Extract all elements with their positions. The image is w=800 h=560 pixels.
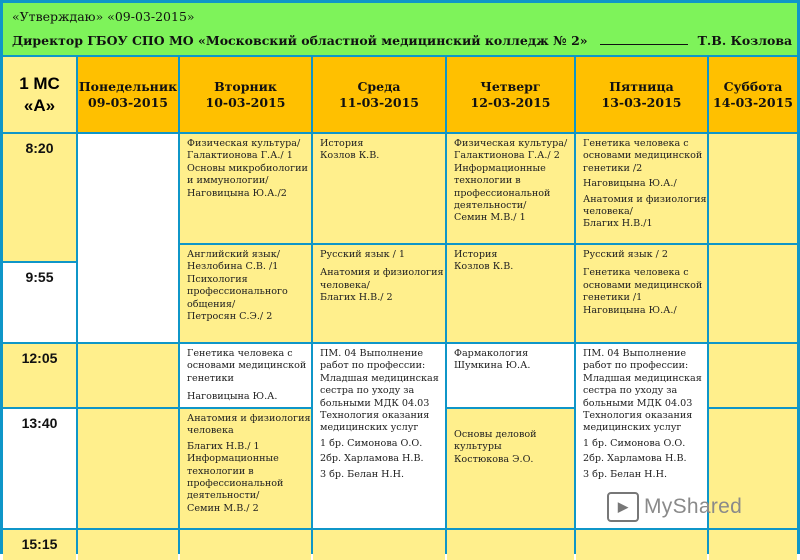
approval-header (3, 3, 797, 55)
lesson-cell-empty (709, 344, 797, 407)
lesson-line: основами медицинской (583, 150, 703, 162)
lesson-cell-tue-1 (180, 134, 311, 243)
signer-name: Т.В. Козлова (697, 33, 793, 48)
lesson-line: Английский язык/ (187, 249, 280, 260)
lesson-line: Благих Н.В./ 2 (320, 292, 393, 304)
lesson-line: работ по профессии: (583, 360, 689, 372)
lesson-line: Анатомия и физиология (583, 193, 707, 205)
lesson-line: человека (187, 425, 234, 437)
lesson-cell-tue-2 (180, 245, 311, 342)
lesson-line: человека/ (320, 279, 370, 291)
lesson-line: Русский язык / 2 (583, 249, 669, 260)
lesson-cell-empty (709, 134, 797, 243)
lesson-line: Костюкова Э.О. (454, 453, 534, 465)
lesson-line: культуры (454, 441, 502, 453)
lesson-line: и иммунологии/ (187, 175, 269, 187)
lesson-line: профессиональной (187, 478, 284, 490)
lesson-line: Галактионова Г.А./ 2 (454, 150, 560, 162)
director-text: Директор ГБОУ СПО МО «Московский областной медицинский колледж № 2» (12, 33, 588, 48)
lesson-line: Младшая медицинская (320, 372, 439, 384)
lesson-cell-tue-4 (180, 409, 311, 528)
lesson-line: Фармакология (454, 348, 529, 359)
lesson-line: Физическая культура/ (187, 138, 301, 149)
lesson-line: Генетика человека с (583, 138, 689, 149)
day-header-monday (78, 57, 178, 132)
lesson-line: основами медицинской (583, 279, 703, 291)
lesson-line: Галактионова Г.А./ 1 (187, 150, 293, 162)
lesson-cell-thu-3 (447, 344, 574, 407)
lesson-line: Генетика человека с (583, 267, 689, 279)
day-date: 09-03-2015 (88, 94, 168, 110)
lesson-line: сестра по уходу за (320, 385, 415, 397)
lesson-cell-fri-1 (576, 134, 707, 243)
lesson-line: профессионального (187, 286, 288, 298)
lesson-line: генетики /2 (583, 162, 643, 174)
lesson-cell-empty (709, 245, 797, 342)
day-header-thursday (447, 57, 574, 132)
lesson-cell-wed-1 (313, 134, 445, 243)
lesson-line: генетики (187, 372, 234, 384)
lesson-line: Семин М.В./ 2 (187, 502, 259, 514)
lesson-line: История (320, 138, 364, 149)
lesson-line: Анатомия и физиология (187, 413, 311, 424)
lesson-line: медицинских услуг (583, 422, 682, 434)
play-icon: ▶ (607, 492, 639, 522)
signature-blank (600, 34, 688, 45)
day-name: Четверг (480, 78, 541, 94)
lesson-line: 1 бр. Симонова О.О. (320, 437, 423, 449)
lesson-cell-wed-3 (313, 344, 445, 528)
lesson-line: Козлов К.В. (454, 261, 514, 273)
day-header-wednesday (313, 57, 445, 132)
lesson-line: Незлобина С.В. /1 (187, 261, 279, 273)
lesson-line: ПМ. 04 Выполнение (320, 348, 424, 359)
lesson-cell-empty (576, 530, 707, 560)
lesson-line: Технология оказания (320, 410, 430, 422)
lesson-line: Информационные (187, 453, 279, 465)
day-date: 11-03-2015 (339, 94, 419, 110)
lesson-line: Русский язык / 1 (320, 249, 406, 260)
lesson-line: Технология оказания (583, 410, 693, 422)
day-date: 13-03-2015 (601, 94, 682, 110)
time-slot: 12:05 (3, 344, 76, 407)
lesson-line: История (454, 249, 498, 260)
lesson-line: Основы микробиологии (187, 162, 308, 174)
lesson-line: 3 бр. Белан Н.Н. (583, 468, 667, 480)
lesson-cell-thu-1 (447, 134, 574, 243)
approval-line: «Утверждаю» «09-03-2015» (12, 9, 195, 24)
lesson-line: Шумкина Ю.А. (454, 360, 531, 372)
lesson-line: больными МДК 04.03 (583, 397, 693, 409)
director-line (12, 33, 792, 48)
lesson-line: Наговицына Ю.А./2 (187, 187, 287, 199)
lesson-line: 2бр. Харламова Н.В. (320, 453, 424, 465)
lesson-cell-empty (313, 530, 445, 560)
day-name: Суббота (723, 78, 783, 94)
lesson-line: Основы деловой (454, 429, 537, 440)
lesson-line: основами медицинской (187, 360, 307, 372)
lesson-line: Петросян С.Э./ 2 (187, 311, 273, 323)
day-date: 14-03-2015 (713, 94, 793, 110)
lesson-line: технологии в (454, 175, 521, 187)
lesson-line: генетики /1 (583, 292, 643, 304)
day-header-friday (576, 57, 707, 132)
day-name: Пятница (609, 78, 674, 94)
time-slot: 13:40 (3, 409, 76, 528)
lesson-line: 2бр. Харламова Н.В. (583, 453, 687, 465)
lesson-cell-empty (709, 530, 797, 560)
watermark-text: MyShared (644, 495, 743, 518)
lesson-line: общения/ (187, 298, 236, 310)
time-slot: 15:15 (3, 530, 76, 560)
lesson-line: ПМ. 04 Выполнение (583, 348, 687, 359)
lesson-line: деятельности/ (187, 490, 260, 502)
lesson-line: Наговицына Ю.А./ (583, 178, 677, 190)
lesson-cell-empty (78, 344, 178, 407)
day-name: Среда (357, 78, 401, 94)
group-line2: «А» (23, 95, 56, 115)
lesson-line: Наговицына Ю.А./ (583, 304, 677, 316)
lesson-cell-thu-4 (447, 409, 574, 528)
day-header-tuesday (180, 57, 311, 132)
lesson-cell-empty (78, 134, 178, 342)
lesson-line: работ по профессии: (320, 360, 426, 372)
lesson-line: 3 бр. Белан Н.Н. (320, 468, 404, 480)
lesson-line: Информационные (454, 162, 546, 174)
lesson-line: деятельности/ (454, 200, 527, 212)
lesson-line: Благих Н.В./1 (583, 218, 653, 230)
lesson-line: больными МДК 04.03 (320, 397, 430, 409)
lesson-cell-empty (180, 530, 311, 560)
lesson-cell-thu-2 (447, 245, 574, 342)
day-name: Понедельник (78, 78, 178, 94)
watermark (607, 491, 765, 523)
lesson-line: профессиональной (454, 187, 551, 199)
lesson-line: медицинских услуг (320, 422, 419, 434)
day-date: 10-03-2015 (205, 94, 286, 110)
lesson-cell-wed-2 (313, 245, 445, 342)
lesson-line: Наговицына Ю.А. (187, 391, 278, 403)
lesson-line: человека/ (583, 206, 633, 218)
lesson-line: технологии в (187, 465, 254, 477)
lesson-cell-empty (78, 409, 178, 528)
lesson-line: Семин М.В./ 1 (454, 212, 526, 224)
time-slot: 8:20 (3, 134, 76, 261)
group-line1: 1 МС (19, 73, 60, 93)
day-header-saturday (709, 57, 797, 132)
lesson-cell-tue-3 (180, 344, 311, 407)
lesson-cell-empty (78, 530, 178, 560)
day-date: 12-03-2015 (470, 94, 551, 110)
lesson-cell-empty (447, 530, 574, 560)
lesson-line: 1 бр. Симонова О.О. (583, 437, 686, 449)
lesson-line: Анатомия и физиология (320, 267, 444, 279)
lesson-cell-fri-2 (576, 245, 707, 342)
group-label (3, 57, 76, 132)
lesson-line: Генетика человека с (187, 348, 293, 359)
day-name: Вторник (214, 78, 277, 94)
lesson-line: Психология (187, 273, 248, 285)
lesson-line: Физическая культура/ (454, 138, 568, 149)
lesson-line: Младшая медицинская (583, 372, 702, 384)
time-slot: 9:55 (3, 263, 76, 342)
lesson-line: сестра по уходу за (583, 385, 678, 397)
lesson-line: Козлов К.В. (320, 150, 380, 162)
lesson-line: Благих Н.В./ 1 (187, 440, 260, 452)
